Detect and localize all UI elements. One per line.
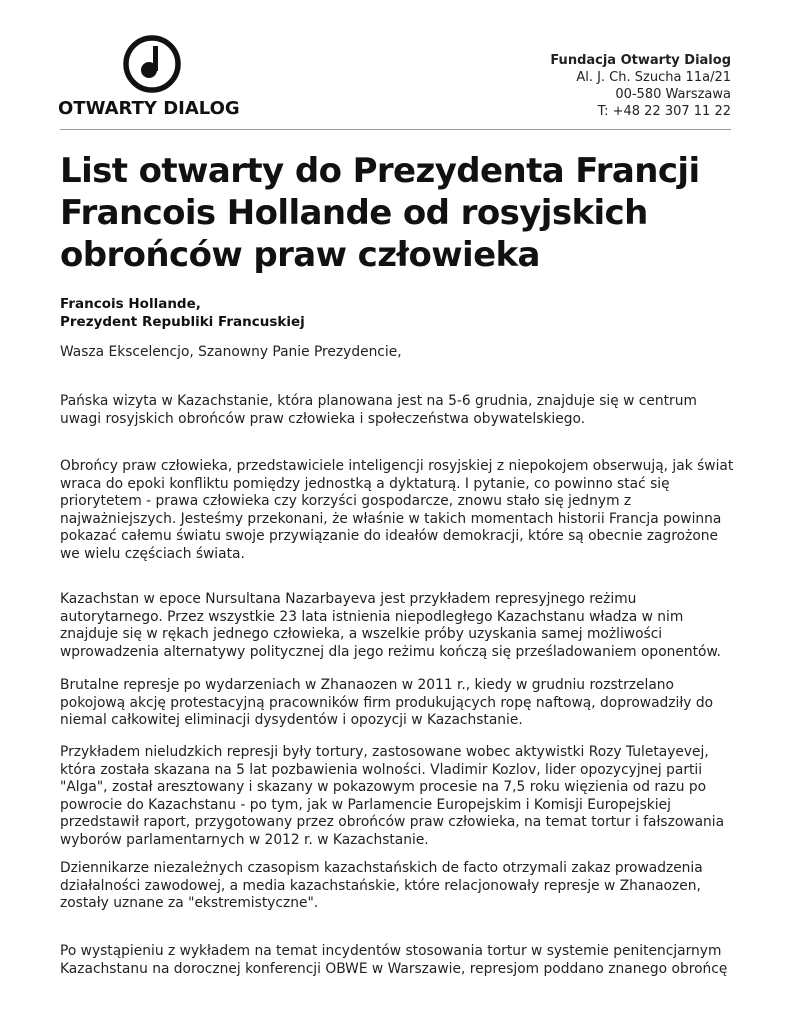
paragraph-3: Kazachstan w epoce Nursultana Nazarbayeva jest przykładem represyjnego reżimu autorytarnego. Przez wszystkie 23 lata istnienia niepodległego Kazachstanu władza w nim znajduje się w rękach jednego człowieka, a wszelkie próby uzyskania samej możliwości wprowadzenia alternatywy politycznej dla jego reżimu kończą się prześladowaniem oponentów. — [60, 591, 721, 660]
organization-phone: T: +48 22 307 11 22 — [597, 104, 731, 119]
paragraph-7: Po wystąpieniu z wykładem na temat incydentów stosowania tortur w systemie penitencjarnym Kazachstanu na dorocznej konferencji OBWE w Warszawie, represjom poddano znanego obrońcę — [60, 943, 728, 977]
greeting: Wasza Ekscelencjo, Szanowny Panie Prezydencie, — [60, 344, 402, 360]
otwarty-dialog-logo-icon — [122, 34, 182, 94]
organization-address-line-2: 00-580 Warszawa — [615, 87, 731, 102]
addressee-role: Prezydent Republiki Francuskiej — [60, 314, 305, 330]
letter-title: List otwarty do Prezydenta Francji Francois Hollande od rosyjskich obrońców praw człowieka — [60, 151, 700, 275]
paragraph-4: Brutalne represje po wydarzeniach w Zhanaozen w 2011 r., kiedy w grudniu rozstrzelano pokojową akcję protestacyjną pracowników firm produkujących ropę naftową, doprowadziły do niemal całkowitej eliminacji dysydentów i opozycji w Kazachstanie. — [60, 677, 714, 728]
organization-address-line-1: Al. J. Ch. Szucha 11a/21 — [576, 70, 731, 85]
addressee-name: Francois Hollande, — [60, 296, 201, 312]
logo — [58, 34, 248, 124]
paragraph-1: Pańska wizyta w Kazachstanie, która planowana jest na 5-6 grudnia, znajduje się w centrum uwagi rosyjskich obrońców praw człowieka i społeczeństwa obywatelskiego. — [60, 393, 697, 427]
organization-name: Fundacja Otwarty Dialog — [550, 53, 731, 68]
paragraph-2: Obrońcy praw człowieka, przedstawiciele inteligencji rosyjskiej z niepokojem obserwują, jak świat wraca do epoki konfliktu pomiędzy jednostką a dyktaturą. I pytanie, co powinno stać się priorytetem - prawa człowieka czy korzyści gospodarcze, znowu stało się jednym z najważniejszych. Jesteśmy przekonani, że właśnie w takich momentach historii Francja powinna pokazać całemu światu swoje przywiązanie do ideałów demokracji, które są obecnie zagrożone we wielu częściach świata. — [60, 458, 734, 562]
addressee — [60, 295, 305, 331]
header-divider — [60, 129, 731, 130]
paragraph-5: Przykładem nieludzkich represji były tortury, zastosowane wobec aktywistki Rozy Tuletayevej, która została skazana na 5 lat pozbawienia wolności. Vladimir Kozlov, lider opozycyjnej partii "Alga", został aresztowany i skazany w pokazowym procesie na 7,5 roku więzienia od razu po powrocie do Kazachstanu - po tym, jak w Parlamencie Europejskim i Komisji Europejskiej przedstawił raport, przygotowany przez obrońców praw człowieka, na temat tortur i fałszowania wyborów parlamentarnych w 2012 r. w Kazachstanie. — [60, 744, 725, 848]
logo-text: OTWARTY DIALOG — [58, 98, 240, 119]
organization-address — [550, 52, 731, 120]
paragraph-6: Dziennikarze niezależnych czasopism kazachstańskich de facto otrzymali zakaz prowadzenia działalności zawodowej, a media kazachstańskie, które relacjonowały represje w Zhanaozen, zostały uznane za "ekstremistyczne". — [60, 860, 703, 911]
